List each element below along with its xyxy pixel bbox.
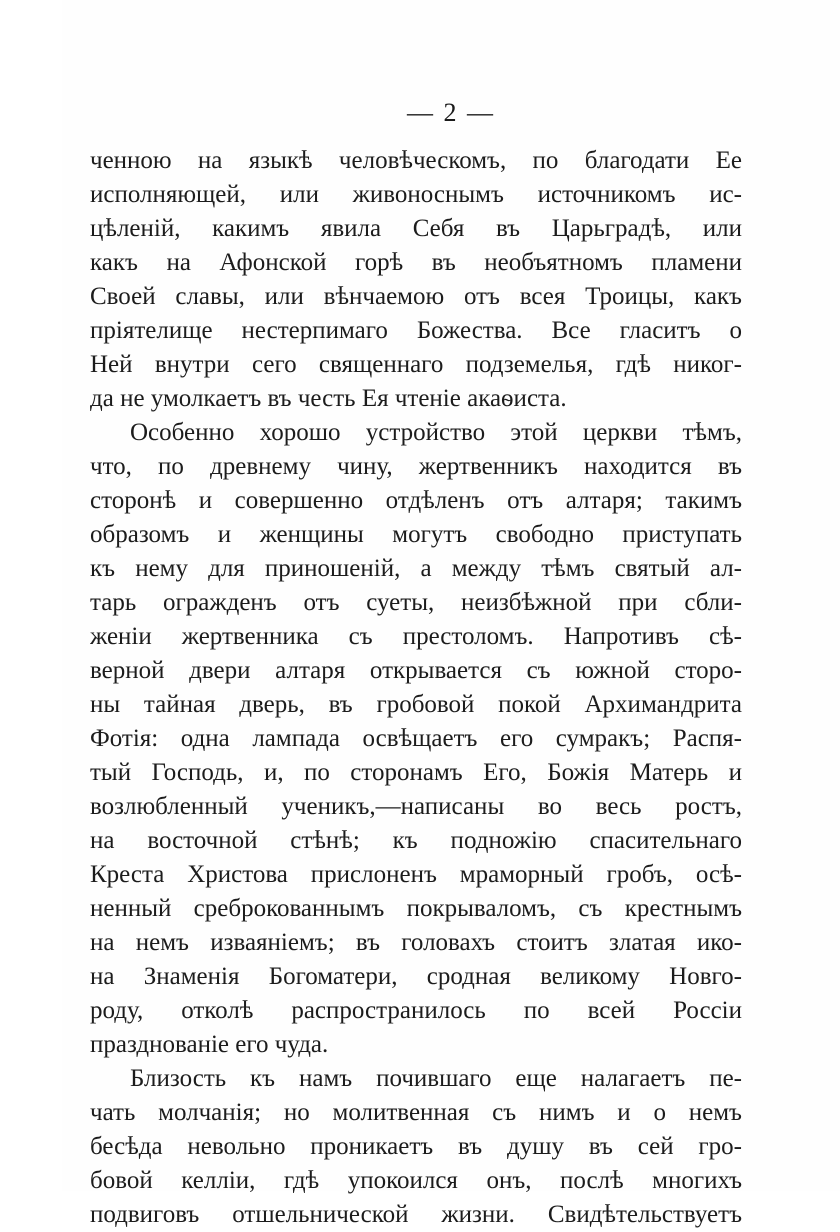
text-line: бесѣда невольно проникаетъ въ душу въ сей гро-	[90, 1133, 742, 1160]
text-line: сторонѣ и совершенно отдѣленъ отъ алтаря; такимъ	[90, 487, 742, 514]
text-line: тый Господь, и, по сторонамъ Его, Божія Матерь и	[90, 759, 742, 786]
text-line: на Знаменія Богоматери, сродная великому Новго-	[90, 963, 742, 990]
text-line: Близость къ намъ почившаго еще налагаетъ пе-	[130, 1065, 742, 1092]
text-line: роду, отколѣ распространилось по всей Россіи	[90, 997, 742, 1024]
text-line: пріятелище нестерпимаго Божества. Все гласитъ о	[90, 317, 742, 344]
text-line: ненный среброкованнымъ покрываломъ, съ крестнымъ	[90, 895, 742, 922]
text-line: что, по древнему чину, жертвенникъ находится въ	[90, 453, 742, 480]
text-line: образомъ и женщины могутъ свободно приступать	[90, 521, 742, 548]
text-line: Фотія: одна лампада освѣщаетъ его сумракъ; Распя-	[90, 725, 742, 752]
text-line: Креста Христова прислоненъ мраморный гробъ, осѣ-	[90, 861, 742, 888]
text-line: возлюбленный ученикъ,—написаны во весь ростъ,	[90, 793, 742, 820]
text-line: исполняющей, или живоноснымъ источникомъ ис-	[90, 181, 742, 208]
text-line: тарь огражденъ отъ суеты, неизбѣжной при сбли-	[90, 589, 742, 616]
book-page	[62, 0, 840, 1228]
text-line: къ нему для приношеній, а между тѣмъ святый ал-	[90, 555, 742, 582]
text-line: подвиговъ отшельнической жизни. Свидѣтельствуетъ	[90, 1201, 742, 1228]
page-text	[90, 144, 742, 1232]
text-line: женіи жертвенника съ престоломъ. Напротивъ сѣ-	[90, 623, 742, 650]
text-line: на восточной стѣнѣ; къ подножію спасительнаго	[90, 827, 742, 854]
text-line: на немъ изваяніемъ; въ головахъ стоитъ златая ико-	[90, 929, 742, 956]
text-line: верной двери алтаря открывается съ южной сторо-	[90, 657, 742, 684]
page-number: — 2 —	[407, 98, 495, 127]
text-line: бовой келліи, гдѣ упокоился онъ, послѣ многихъ	[90, 1167, 742, 1194]
text-line: Особенно хорошо устройство этой церкви тѣмъ,	[130, 419, 742, 446]
text-line: празднованіе его чуда.	[90, 1031, 329, 1058]
text-line: цѣленій, какимъ явила Себя въ Царьградѣ, или	[90, 215, 742, 242]
text-line: Ней внутри сего священнаго подземелья, гдѣ никог-	[90, 351, 742, 378]
text-line: ны тайная дверь, въ гробовой покой Архимандрита	[90, 691, 742, 718]
text-line: какъ на Афонской горѣ въ необъятномъ пламени	[90, 249, 742, 276]
text-line: чать молчанія; но молитвенная съ нимъ и о немъ	[90, 1099, 742, 1126]
text-line: да не умолкаетъ въ честь Ея чтеніе акаѳиста.	[90, 385, 567, 412]
text-line: ченною на языкѣ человѣческомъ, по благодати Ее	[90, 147, 742, 174]
text-line: Своей славы, или вѣнчаемою отъ всея Троицы, какъ	[90, 283, 742, 310]
